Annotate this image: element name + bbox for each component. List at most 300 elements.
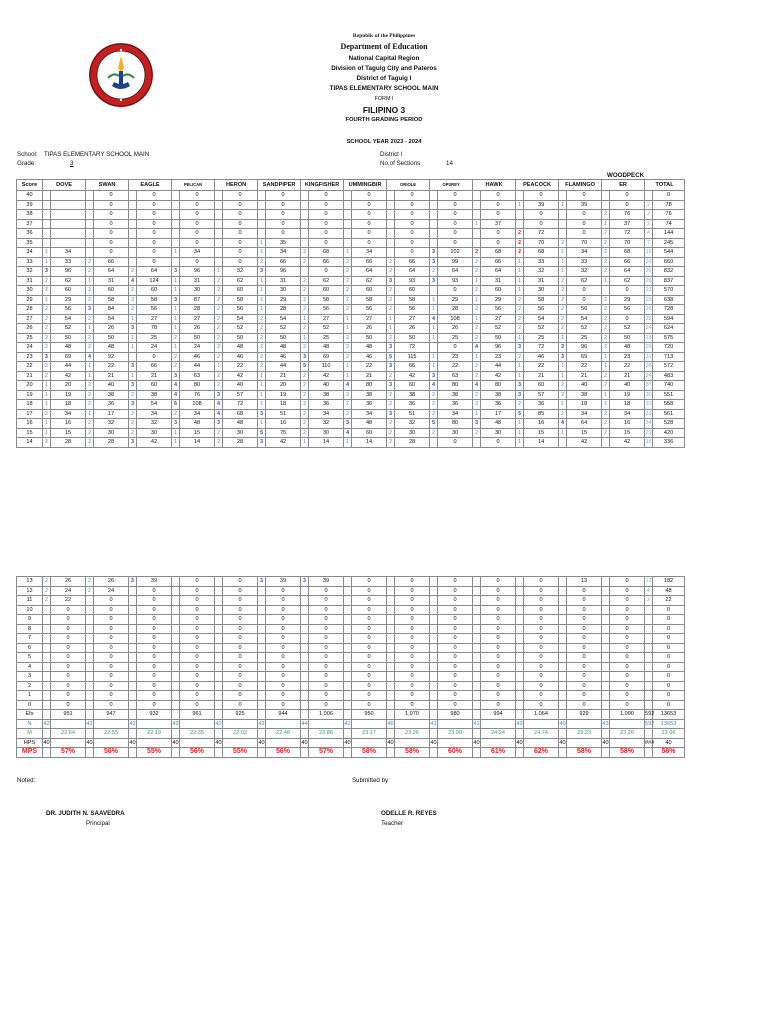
total-value-cell: 22 bbox=[653, 596, 685, 606]
count-cell: 2 bbox=[602, 333, 610, 343]
count-cell bbox=[473, 191, 481, 201]
total-value-cell: 558 bbox=[653, 400, 685, 410]
district-value: District I bbox=[380, 151, 403, 158]
count-cell: 1 bbox=[430, 324, 438, 334]
count-cell: 1 bbox=[559, 371, 567, 381]
count-cell: 3 bbox=[387, 362, 395, 372]
count-cell bbox=[387, 643, 395, 653]
count-cell: 3 bbox=[430, 371, 438, 381]
value-cell: 28 bbox=[438, 305, 473, 315]
count-cell: 3 bbox=[129, 438, 137, 448]
value-cell: 0 bbox=[51, 662, 86, 672]
value-cell: 22 bbox=[352, 362, 387, 372]
value-cell: 54 bbox=[567, 314, 602, 324]
value-cell: 0 bbox=[223, 596, 258, 606]
count-cell bbox=[129, 653, 137, 663]
count-cell: 3 bbox=[430, 276, 438, 286]
total-count-cell: 34 bbox=[645, 420, 652, 426]
score-cell: 6 bbox=[17, 643, 43, 653]
value-cell: 0 bbox=[610, 605, 645, 615]
count-cell bbox=[559, 691, 567, 701]
count-cell: 5 bbox=[516, 409, 524, 419]
count-cell: 2 bbox=[215, 276, 223, 286]
total-value-cell: 575 bbox=[653, 333, 685, 343]
score-row bbox=[17, 577, 685, 587]
value-cell: 93 bbox=[395, 276, 430, 286]
count-cell bbox=[559, 681, 567, 691]
summary-blank bbox=[137, 738, 172, 748]
count-cell: 4 bbox=[473, 343, 481, 353]
count-cell: 2 bbox=[344, 409, 352, 419]
count-cell bbox=[602, 624, 610, 634]
count-cell bbox=[215, 200, 223, 210]
value-cell: 0 bbox=[610, 200, 645, 210]
value-cell: 0 bbox=[438, 653, 473, 663]
value-cell: 48 bbox=[481, 419, 516, 429]
value-cell: 99 bbox=[438, 257, 473, 267]
summary-blank bbox=[43, 748, 51, 758]
count-cell: 3 bbox=[344, 419, 352, 429]
value-cell: 34 bbox=[438, 409, 473, 419]
count-cell bbox=[86, 634, 94, 644]
score-row bbox=[17, 428, 685, 438]
value-cell: 38 bbox=[309, 390, 344, 400]
count-cell bbox=[344, 643, 352, 653]
total-count-cell: 26 bbox=[645, 268, 652, 274]
column-header: SANDPIPER bbox=[258, 180, 301, 191]
count-cell: 2 bbox=[430, 267, 438, 277]
summary-value: 1,006 bbox=[309, 710, 344, 720]
score-cell: 14 bbox=[17, 438, 43, 448]
value-cell: 16 bbox=[610, 419, 645, 429]
score-table-top bbox=[16, 179, 685, 448]
score-cell: 34 bbox=[17, 248, 43, 258]
count-cell: 2 bbox=[516, 400, 524, 410]
count-cell bbox=[258, 596, 266, 606]
count-cell: 2 bbox=[301, 381, 309, 391]
value-cell: 72 bbox=[610, 229, 645, 239]
count-cell: 2 bbox=[473, 248, 481, 258]
value-cell: 32 bbox=[524, 267, 559, 277]
value-cell: 0 bbox=[481, 615, 516, 625]
summary-value: 40 bbox=[301, 739, 308, 746]
value-cell: 0 bbox=[309, 219, 344, 229]
count-cell: 2 bbox=[86, 381, 94, 391]
value-cell: 64 bbox=[481, 267, 516, 277]
value-cell: 69 bbox=[309, 352, 344, 362]
total-value-cell: 78 bbox=[653, 200, 685, 210]
score-row bbox=[17, 276, 685, 286]
count-cell bbox=[301, 700, 309, 710]
count-cell bbox=[473, 681, 481, 691]
score-row bbox=[17, 248, 685, 258]
value-cell: 0 bbox=[567, 662, 602, 672]
summary-value: 58% bbox=[610, 748, 645, 758]
count-cell bbox=[430, 700, 438, 710]
count-cell bbox=[344, 577, 352, 587]
value-cell: 108 bbox=[438, 314, 473, 324]
value-cell: 25 bbox=[137, 333, 172, 343]
value-cell: 0 bbox=[137, 257, 172, 267]
count-cell: 2 bbox=[473, 428, 481, 438]
value-cell: 54 bbox=[51, 314, 86, 324]
value-cell: 0 bbox=[567, 615, 602, 625]
total-value-cell: 572 bbox=[653, 362, 685, 372]
value-cell: 23 bbox=[438, 352, 473, 362]
count-cell: 2 bbox=[86, 267, 94, 277]
value-cell: 26 bbox=[438, 324, 473, 334]
count-cell bbox=[559, 634, 567, 644]
count-cell: 6 bbox=[172, 400, 180, 410]
column-header: ORIOLE bbox=[387, 180, 430, 191]
value-cell: 0 bbox=[94, 653, 129, 663]
score-row bbox=[17, 624, 685, 634]
value-cell: 66 bbox=[94, 257, 129, 267]
score-cell: 22 bbox=[17, 362, 43, 372]
value-cell: 0 bbox=[223, 643, 258, 653]
value-cell: 15 bbox=[524, 428, 559, 438]
column-header: PEACOCK bbox=[516, 180, 559, 191]
value-cell: 0 bbox=[438, 586, 473, 596]
count-cell: 2 bbox=[215, 371, 223, 381]
count-cell: 2 bbox=[516, 248, 524, 258]
value-cell: 0 bbox=[395, 577, 430, 587]
summary-blank bbox=[129, 729, 137, 739]
value-cell: 34 bbox=[137, 409, 172, 419]
value-cell: 54 bbox=[137, 400, 172, 410]
count-cell bbox=[86, 219, 94, 229]
value-cell: 0 bbox=[567, 700, 602, 710]
count-cell: 2 bbox=[473, 371, 481, 381]
count-cell bbox=[430, 681, 438, 691]
count-cell: 3 bbox=[215, 390, 223, 400]
value-cell: 0 bbox=[94, 219, 129, 229]
value-cell: 0 bbox=[438, 700, 473, 710]
score-row bbox=[17, 229, 685, 239]
value-cell: 0 bbox=[524, 624, 559, 634]
count-cell bbox=[516, 643, 524, 653]
value-cell: 0 bbox=[223, 605, 258, 615]
count-cell: 1 bbox=[129, 333, 137, 343]
value-cell: 14 bbox=[180, 438, 215, 448]
value-cell: 0 bbox=[51, 681, 86, 691]
score-row bbox=[17, 371, 685, 381]
value-cell: 92 bbox=[94, 352, 129, 362]
count-cell bbox=[344, 624, 352, 634]
summary-blank bbox=[223, 719, 258, 729]
count-cell bbox=[430, 219, 438, 229]
summary-value: 22.86 bbox=[309, 729, 344, 739]
summary-blank bbox=[301, 729, 309, 739]
count-cell bbox=[129, 615, 137, 625]
value-cell: 0 bbox=[352, 200, 387, 210]
count-cell: 3 bbox=[387, 276, 395, 286]
value-cell: 0 bbox=[524, 681, 559, 691]
summary-value: 42 bbox=[86, 720, 93, 727]
count-cell bbox=[301, 634, 309, 644]
count-cell bbox=[258, 653, 266, 663]
value-cell bbox=[51, 229, 86, 239]
count-cell bbox=[344, 191, 352, 201]
count-cell bbox=[129, 605, 137, 615]
count-cell bbox=[559, 605, 567, 615]
score-cell: 39 bbox=[17, 200, 43, 210]
summary-blank bbox=[352, 719, 387, 729]
count-cell bbox=[172, 681, 180, 691]
count-cell bbox=[473, 210, 481, 220]
summary-blank bbox=[610, 719, 645, 729]
value-cell: 0 bbox=[395, 624, 430, 634]
count-cell: 1 bbox=[473, 295, 481, 305]
value-cell: 0 bbox=[352, 238, 387, 248]
summary-total-count: 592 bbox=[645, 720, 655, 727]
count-cell bbox=[43, 700, 51, 710]
count-cell bbox=[301, 200, 309, 210]
count-cell: 2 bbox=[516, 352, 524, 362]
value-cell: 54 bbox=[524, 314, 559, 324]
value-cell: 58 bbox=[94, 295, 129, 305]
count-cell: 2 bbox=[559, 409, 567, 419]
value-cell: 0 bbox=[180, 219, 215, 229]
value-cell: 0 bbox=[137, 634, 172, 644]
value-cell: 0 bbox=[524, 219, 559, 229]
value-cell: 0 bbox=[352, 691, 387, 701]
value-cell: 80 bbox=[438, 381, 473, 391]
value-cell: 0 bbox=[94, 624, 129, 634]
value-cell: 96 bbox=[180, 267, 215, 277]
count-cell bbox=[301, 238, 309, 248]
value-cell: 85 bbox=[524, 409, 559, 419]
count-cell: 4 bbox=[473, 381, 481, 391]
score-cell: 28 bbox=[17, 305, 43, 315]
value-cell: 0 bbox=[481, 643, 516, 653]
count-cell bbox=[473, 672, 481, 682]
count-cell: 3 bbox=[301, 352, 309, 362]
value-cell: 0 bbox=[438, 238, 473, 248]
summary-value: 40 bbox=[43, 739, 50, 746]
count-cell: 2 bbox=[86, 586, 94, 596]
value-cell: 57 bbox=[524, 390, 559, 400]
count-cell bbox=[473, 653, 481, 663]
value-cell: 28 bbox=[94, 438, 129, 448]
value-cell: 24 bbox=[180, 343, 215, 353]
value-cell: 14 bbox=[352, 438, 387, 448]
value-cell: 56 bbox=[223, 305, 258, 315]
count-cell: 2 bbox=[258, 352, 266, 362]
column-header: ER bbox=[602, 180, 645, 191]
count-cell: 1 bbox=[430, 295, 438, 305]
total-count-cell bbox=[645, 634, 653, 644]
count-cell bbox=[258, 624, 266, 634]
count-cell: 2 bbox=[86, 390, 94, 400]
count-cell: 2 bbox=[473, 305, 481, 315]
count-cell bbox=[559, 662, 567, 672]
summary-blank bbox=[94, 719, 129, 729]
value-cell: 70 bbox=[567, 238, 602, 248]
value-cell: 0 bbox=[524, 210, 559, 220]
count-cell: 1 bbox=[344, 314, 352, 324]
value-cell: 0 bbox=[438, 286, 473, 296]
value-cell: 48 bbox=[223, 419, 258, 429]
count-cell: 3 bbox=[387, 343, 395, 353]
total-value-cell: 561 bbox=[653, 409, 685, 419]
count-cell: 1 bbox=[559, 248, 567, 258]
value-cell: 0 bbox=[481, 662, 516, 672]
summary-blank bbox=[395, 738, 430, 748]
column-header: EAGLE bbox=[129, 180, 172, 191]
score-cell: 18 bbox=[17, 400, 43, 410]
summary-label: M bbox=[17, 729, 43, 739]
value-cell: 0 bbox=[352, 586, 387, 596]
value-cell: 102 bbox=[438, 248, 473, 258]
value-cell: 64 bbox=[567, 419, 602, 429]
grade-label: Grade: bbox=[17, 160, 36, 167]
value-cell: 0 bbox=[94, 605, 129, 615]
value-cell: 0 bbox=[180, 681, 215, 691]
count-cell bbox=[129, 200, 137, 210]
value-cell: 58 bbox=[524, 295, 559, 305]
value-cell: 0 bbox=[137, 662, 172, 672]
value-cell: 56 bbox=[309, 305, 344, 315]
summary-blank bbox=[51, 738, 86, 748]
summary-blank bbox=[602, 729, 610, 739]
count-cell: 2 bbox=[430, 409, 438, 419]
value-cell: 0 bbox=[481, 577, 516, 587]
count-cell: 2 bbox=[516, 295, 524, 305]
count-cell: 2 bbox=[602, 314, 610, 324]
count-cell bbox=[473, 229, 481, 239]
count-cell bbox=[516, 681, 524, 691]
value-cell: 42 bbox=[395, 371, 430, 381]
value-cell: 42 bbox=[137, 438, 172, 448]
total-value-cell: 182 bbox=[653, 577, 685, 587]
value-cell: 0 bbox=[481, 672, 516, 682]
value-cell: 27 bbox=[481, 314, 516, 324]
value-cell: 0 bbox=[395, 210, 430, 220]
count-cell: 2 bbox=[215, 314, 223, 324]
summary-blank bbox=[180, 719, 215, 729]
total-count-cell: 2 bbox=[645, 200, 653, 210]
count-cell: 2 bbox=[516, 314, 524, 324]
count-cell bbox=[172, 586, 180, 596]
count-cell bbox=[215, 672, 223, 682]
count-cell bbox=[129, 643, 137, 653]
summary-value: 60% bbox=[438, 748, 473, 758]
value-cell: 39 bbox=[137, 577, 172, 587]
count-cell: 3 bbox=[301, 577, 309, 587]
score-row bbox=[17, 286, 685, 296]
count-cell bbox=[559, 615, 567, 625]
count-cell bbox=[344, 700, 352, 710]
count-cell bbox=[129, 700, 137, 710]
count-cell: 2 bbox=[344, 343, 352, 353]
count-cell: 1 bbox=[172, 286, 180, 296]
count-cell bbox=[516, 624, 524, 634]
count-cell: 2 bbox=[387, 428, 395, 438]
summary-total-count bbox=[645, 729, 653, 739]
count-cell: 1 bbox=[86, 324, 94, 334]
value-cell: 36 bbox=[524, 400, 559, 410]
total-value-cell: 0 bbox=[653, 662, 685, 672]
value-cell: 42 bbox=[266, 438, 301, 448]
count-cell: 3 bbox=[129, 362, 137, 372]
value-cell: 0 bbox=[524, 662, 559, 672]
value-cell: 52 bbox=[51, 324, 86, 334]
count-cell bbox=[215, 577, 223, 587]
value-cell: 22 bbox=[524, 362, 559, 372]
count-cell: 1 bbox=[43, 428, 51, 438]
summary-blank bbox=[86, 748, 94, 758]
total-value-cell: 483 bbox=[653, 371, 685, 381]
value-cell: 38 bbox=[137, 390, 172, 400]
summary-value: 58% bbox=[352, 748, 387, 758]
value-cell: 16 bbox=[266, 419, 301, 429]
score-cell: 35 bbox=[17, 238, 43, 248]
count-cell bbox=[86, 605, 94, 615]
count-cell bbox=[387, 691, 395, 701]
count-cell: 2 bbox=[344, 286, 352, 296]
count-cell: 1 bbox=[516, 362, 524, 372]
value-cell: 0 bbox=[438, 643, 473, 653]
count-cell: 2 bbox=[516, 324, 524, 334]
count-cell bbox=[387, 596, 395, 606]
score-cell: 38 bbox=[17, 210, 43, 220]
value-cell: 0 bbox=[94, 672, 129, 682]
value-cell: 0 bbox=[137, 238, 172, 248]
summary-value: 22.02 bbox=[223, 729, 258, 739]
summary-blank bbox=[438, 738, 473, 748]
value-cell: 0 bbox=[567, 586, 602, 596]
summary-value: 40 bbox=[602, 739, 609, 746]
count-cell bbox=[344, 653, 352, 663]
value-cell: 56 bbox=[610, 305, 645, 315]
value-cell: 0 bbox=[266, 662, 301, 672]
value-cell: 66 bbox=[137, 362, 172, 372]
value-cell: 34 bbox=[610, 409, 645, 419]
count-cell: 1 bbox=[516, 267, 524, 277]
summary-value: 994 bbox=[481, 710, 516, 720]
value-cell: 0 bbox=[223, 238, 258, 248]
count-cell: 1 bbox=[86, 276, 94, 286]
score-row bbox=[17, 409, 685, 419]
summary-value: 41 bbox=[473, 720, 480, 727]
value-cell: 87 bbox=[180, 295, 215, 305]
count-cell bbox=[86, 643, 94, 653]
value-cell: 0 bbox=[567, 605, 602, 615]
count-cell bbox=[387, 605, 395, 615]
count-cell bbox=[215, 681, 223, 691]
value-cell: 19 bbox=[266, 390, 301, 400]
count-cell bbox=[86, 700, 94, 710]
summary-row-n bbox=[17, 719, 685, 729]
count-cell bbox=[344, 238, 352, 248]
value-cell: 52 bbox=[266, 324, 301, 334]
count-cell bbox=[473, 577, 481, 587]
score-cell: 36 bbox=[17, 229, 43, 239]
value-cell: 26 bbox=[51, 577, 86, 587]
count-cell bbox=[215, 248, 223, 258]
value-cell: 0 bbox=[524, 653, 559, 663]
value-cell: 0 bbox=[137, 596, 172, 606]
count-cell bbox=[430, 634, 438, 644]
value-cell: 0 bbox=[567, 653, 602, 663]
value-cell: 0 bbox=[180, 596, 215, 606]
column-header: TOTAL bbox=[645, 180, 685, 191]
value-cell: 32 bbox=[395, 419, 430, 429]
total-count-cell bbox=[645, 643, 653, 653]
score-cell: 33 bbox=[17, 257, 43, 267]
count-cell bbox=[559, 577, 567, 587]
